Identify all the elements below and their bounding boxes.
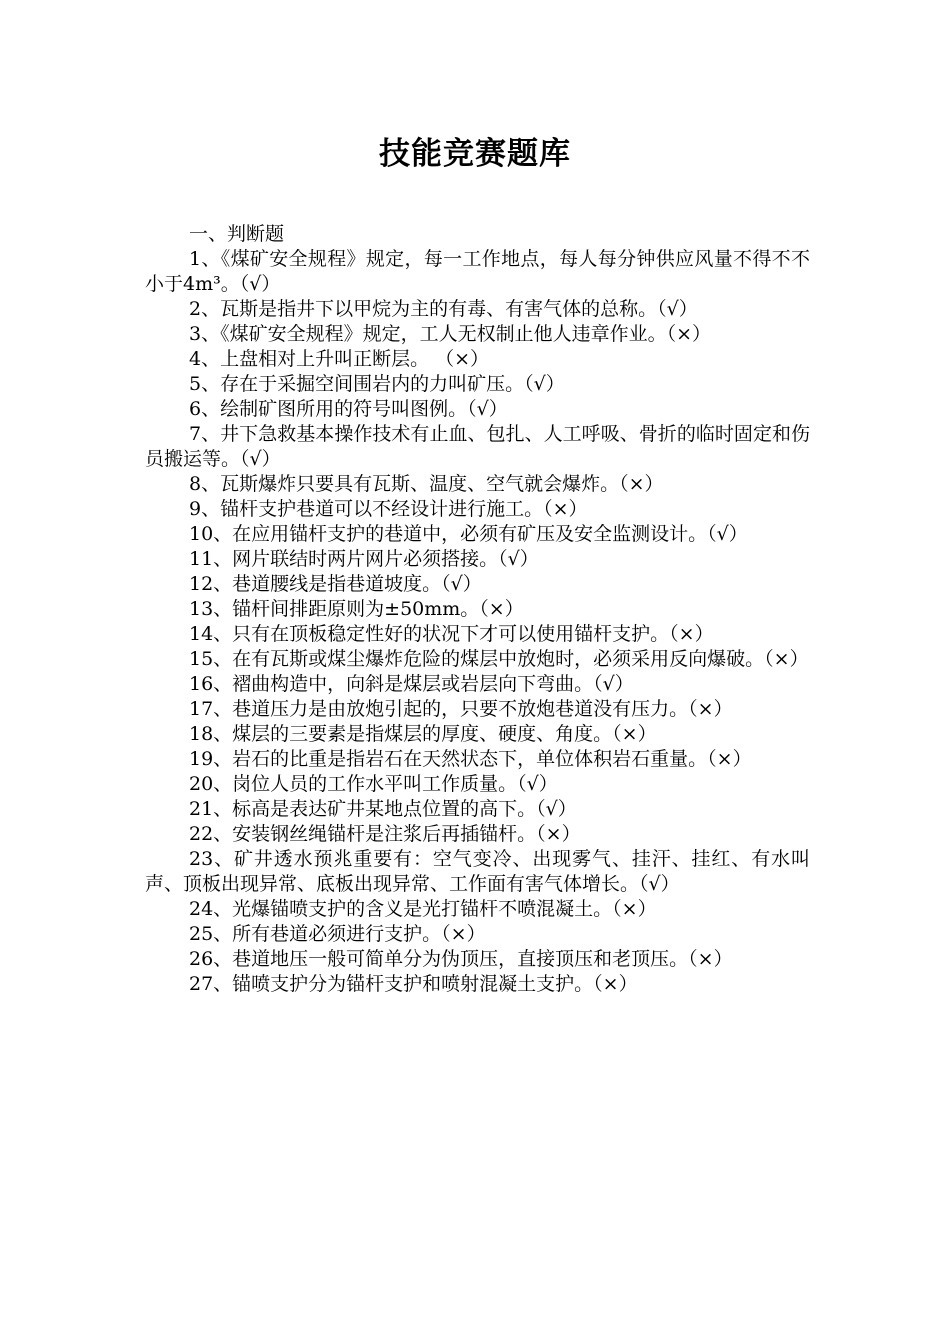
question-item: 12、巷道腰线是指巷道坡度。（√） [189, 573, 482, 595]
question-item: 9、锚杆支护巷道可以不经设计进行施工。（×） [189, 498, 588, 520]
question-item: 14、只有在顶板稳定性好的状况下才可以使用锚杆支护。（×） [189, 623, 714, 645]
question-item: 5、存在于采掘空间围岩内的力叫矿压。（√） [189, 373, 565, 395]
question-item: 18、煤层的三要素是指煤层的厚度、硬度、角度。（×） [189, 723, 657, 745]
question-list [145, 222, 810, 997]
page-title: 技能竞赛题库 [379, 136, 571, 172]
question-item: 10、在应用锚杆支护的巷道中，必须有矿压及安全监测设计。（√） [189, 523, 748, 545]
question-item: 26、巷道地压一般可简单分为伪顶压，直接顶压和老顶压。（×） [189, 948, 733, 970]
question-item: 8、瓦斯爆炸只要具有瓦斯、温度、空气就会爆炸。（×） [189, 473, 664, 495]
question-item: 1、《煤矿安全规程》规定，每一工作地点，每人每分钟供应风量不得不不小于4m³。（√） [145, 248, 810, 295]
question-item: 13、锚杆间排距原则为±50mm。（×） [189, 598, 524, 620]
question-item: 17、巷道压力是由放炮引起的，只要不放炮巷道没有压力。（×） [189, 698, 733, 720]
question-item: 6、绘制矿图所用的符号叫图例。（√） [189, 398, 508, 420]
question-item: 22、安装钢丝绳锚杆是注浆后再插锚杆。（×） [189, 823, 581, 845]
question-item: 4、上盘相对上升叫正断层。 （×） [189, 348, 490, 370]
question-item: 16、褶曲构造中，向斜是煤层或岩层向下弯曲。（√） [189, 673, 634, 695]
question-item: 15、在有瓦斯或煤尘爆炸危险的煤层中放炮时，必须采用反向爆破。（×） [189, 648, 809, 670]
question-item: 7、井下急救基本操作技术有止血、包扎、人工呼吸、骨折的临时固定和伤员搬运等。（√） [145, 423, 810, 470]
question-item: 2、瓦斯是指井下以甲烷为主的有毒、有害气体的总称。（√） [189, 298, 698, 320]
question-item: 11、网片联结时两片网片必须搭接。（√） [189, 548, 539, 570]
question-item: 25、所有巷道必须进行支护。（×） [189, 923, 486, 945]
question-item: 21、标高是表达矿井某地点位置的高下。（√） [189, 798, 577, 820]
question-item: 19、岩石的比重是指岩石在天然状态下，单位体积岩石重量。（×） [189, 748, 752, 770]
question-item: 23、矿井透水预兆重要有：空气变冷、出现雾气、挂汗、挂红、有水叫声、顶板出现异常、底板出现异常、工作面有害气体增长。（√） [145, 848, 810, 895]
section-heading: 一、判断题 [189, 223, 285, 245]
question-item: 3、《煤矿安全规程》规定，工人无权制止他人违章作业。（×） [189, 323, 712, 345]
question-item: 20、岗位人员的工作水平叫工作质量。（√） [189, 773, 558, 795]
question-item: 24、光爆锚喷支护的含义是光打锚杆不喷混凝土。（×） [189, 898, 657, 920]
question-item: 27、锚喷支护分为锚杆支护和喷射混凝土支护。（×） [189, 973, 638, 995]
